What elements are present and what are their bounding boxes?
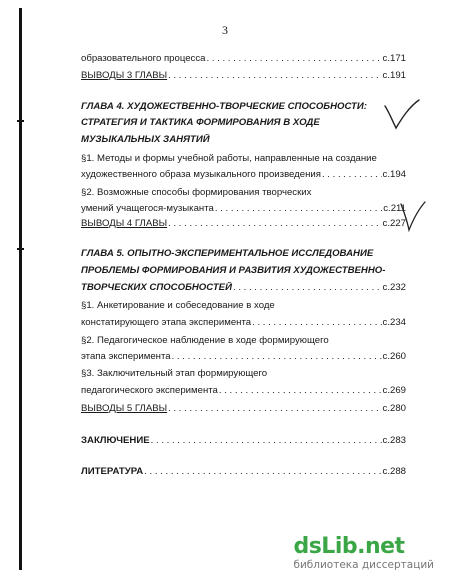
toc-entry <box>81 248 406 260</box>
toc-entry-page: с.260 <box>382 351 406 362</box>
toc-entry-page: с.171 <box>382 53 406 64</box>
page-number: 3 <box>222 23 228 37</box>
toc-entry <box>81 187 406 199</box>
toc-entry-page: с.269 <box>382 385 406 396</box>
toc-entry <box>81 117 406 129</box>
toc-entry <box>81 134 406 146</box>
toc-entry <box>81 300 406 312</box>
toc-entry <box>81 368 406 380</box>
toc-entry-title: §1. Методы и формы учебной работы, направленные на создание <box>81 153 377 164</box>
toc-entry <box>81 435 406 447</box>
toc-entry <box>81 53 406 65</box>
toc-entry-title: образовательного процесса <box>81 53 206 64</box>
toc-entry <box>81 218 406 230</box>
toc-entry-title: СТРАТЕГИЯ И ТАКТИКА ФОРМИРОВАНИЯ В ХОДЕ <box>81 117 320 128</box>
toc-entry <box>81 351 406 363</box>
toc-dot-leader <box>233 282 382 294</box>
margin-tick <box>17 248 24 250</box>
toc-entry <box>81 466 406 478</box>
toc-entry-title: художественного образа музыкального произведения <box>81 169 321 180</box>
watermark-subtitle: библиотека диссертаций <box>293 559 434 571</box>
toc-entry <box>81 403 406 415</box>
toc-dot-leader <box>172 351 382 363</box>
toc-dot-leader <box>168 403 381 415</box>
margin-tick <box>17 120 24 122</box>
toc-entry-title: педагогического эксперимента <box>81 385 218 396</box>
toc-entry-page: с.211 <box>383 203 406 214</box>
toc-entry-title: §2. Педагогическое наблюдение в ходе формирующего <box>81 335 329 346</box>
toc-entry <box>81 153 406 165</box>
toc-dot-leader <box>252 317 381 329</box>
toc-dot-leader <box>206 53 381 65</box>
toc-entry-title: МУЗЫКАЛЬНЫХ ЗАНЯТИЙ <box>81 134 210 145</box>
toc-entry <box>81 317 406 329</box>
toc-entry-page: с.283 <box>382 435 406 446</box>
toc-entry-page: с.191 <box>382 70 406 81</box>
toc-entry-title: ВЫВОДЫ 4 ГЛАВЫ <box>81 218 168 229</box>
toc-entry-page: с.288 <box>382 466 406 477</box>
toc-dot-leader <box>219 385 382 397</box>
toc-entry <box>81 203 406 215</box>
watermark-logo: dsLib.net <box>293 534 405 559</box>
toc-entry <box>81 70 406 82</box>
toc-entry-title: ЛИТЕРАТУРА <box>81 466 144 477</box>
toc-entry-title: ПРОБЛЕМЫ ФОРМИРОВАНИЯ И РАЗВИТИЯ ХУДОЖЕСТВЕННО- <box>81 265 386 276</box>
watermark <box>293 535 434 571</box>
toc-entry-title: констатирующего этапа эксперимента <box>81 317 252 328</box>
toc-dot-leader <box>144 466 381 478</box>
toc-entry-title: ВЫВОДЫ 3 ГЛАВЫ <box>81 70 168 81</box>
toc-entry-page: с.234 <box>382 317 406 328</box>
toc-dot-leader <box>151 435 382 447</box>
toc-entry <box>81 101 406 113</box>
toc-entry-title: ТВОРЧЕСКИХ СПОСОБНОСТЕЙ <box>81 282 232 293</box>
toc-entry-page: с.227 <box>382 218 406 229</box>
toc-entry-title: §2. Возможные способы формирования творческих <box>81 187 312 198</box>
toc-entry <box>81 335 406 347</box>
toc-entry-page: с.194 <box>382 169 406 180</box>
toc-entry <box>81 282 406 294</box>
toc-entry <box>81 169 406 181</box>
toc-entry-page: с.280 <box>382 403 406 414</box>
toc-entry-title: ГЛАВА 4. ХУДОЖЕСТВЕННО-ТВОРЧЕСКИЕ СПОСОБНОСТИ: <box>81 101 367 112</box>
toc-dot-leader <box>215 203 382 215</box>
toc-entry <box>81 385 406 397</box>
toc-entry-title: ЗАКЛЮЧЕНИЕ <box>81 435 150 446</box>
toc-dot-leader <box>168 218 381 230</box>
toc-dot-leader <box>322 169 382 181</box>
toc-entry-title: этапа эксперимента <box>81 351 171 362</box>
toc-entry-page: с.232 <box>382 282 406 293</box>
toc-entry-title: §3. Заключительный этап формирующего <box>81 368 268 379</box>
toc-entry-title: §1. Анкетирование и собеседование в ходе <box>81 300 275 311</box>
toc-dot-leader <box>168 70 381 82</box>
margin-line <box>19 8 22 570</box>
toc-entry-title: умений учащегося-музыканта <box>81 203 214 214</box>
toc-entry-title: ВЫВОДЫ 5 ГЛАВЫ <box>81 403 168 414</box>
toc-entry-title: ГЛАВА 5. ОПЫТНО-ЭКСПЕРИМЕНТАЛЬНОЕ ИССЛЕДОВАНИЕ <box>81 248 374 259</box>
toc-entry <box>81 265 406 277</box>
